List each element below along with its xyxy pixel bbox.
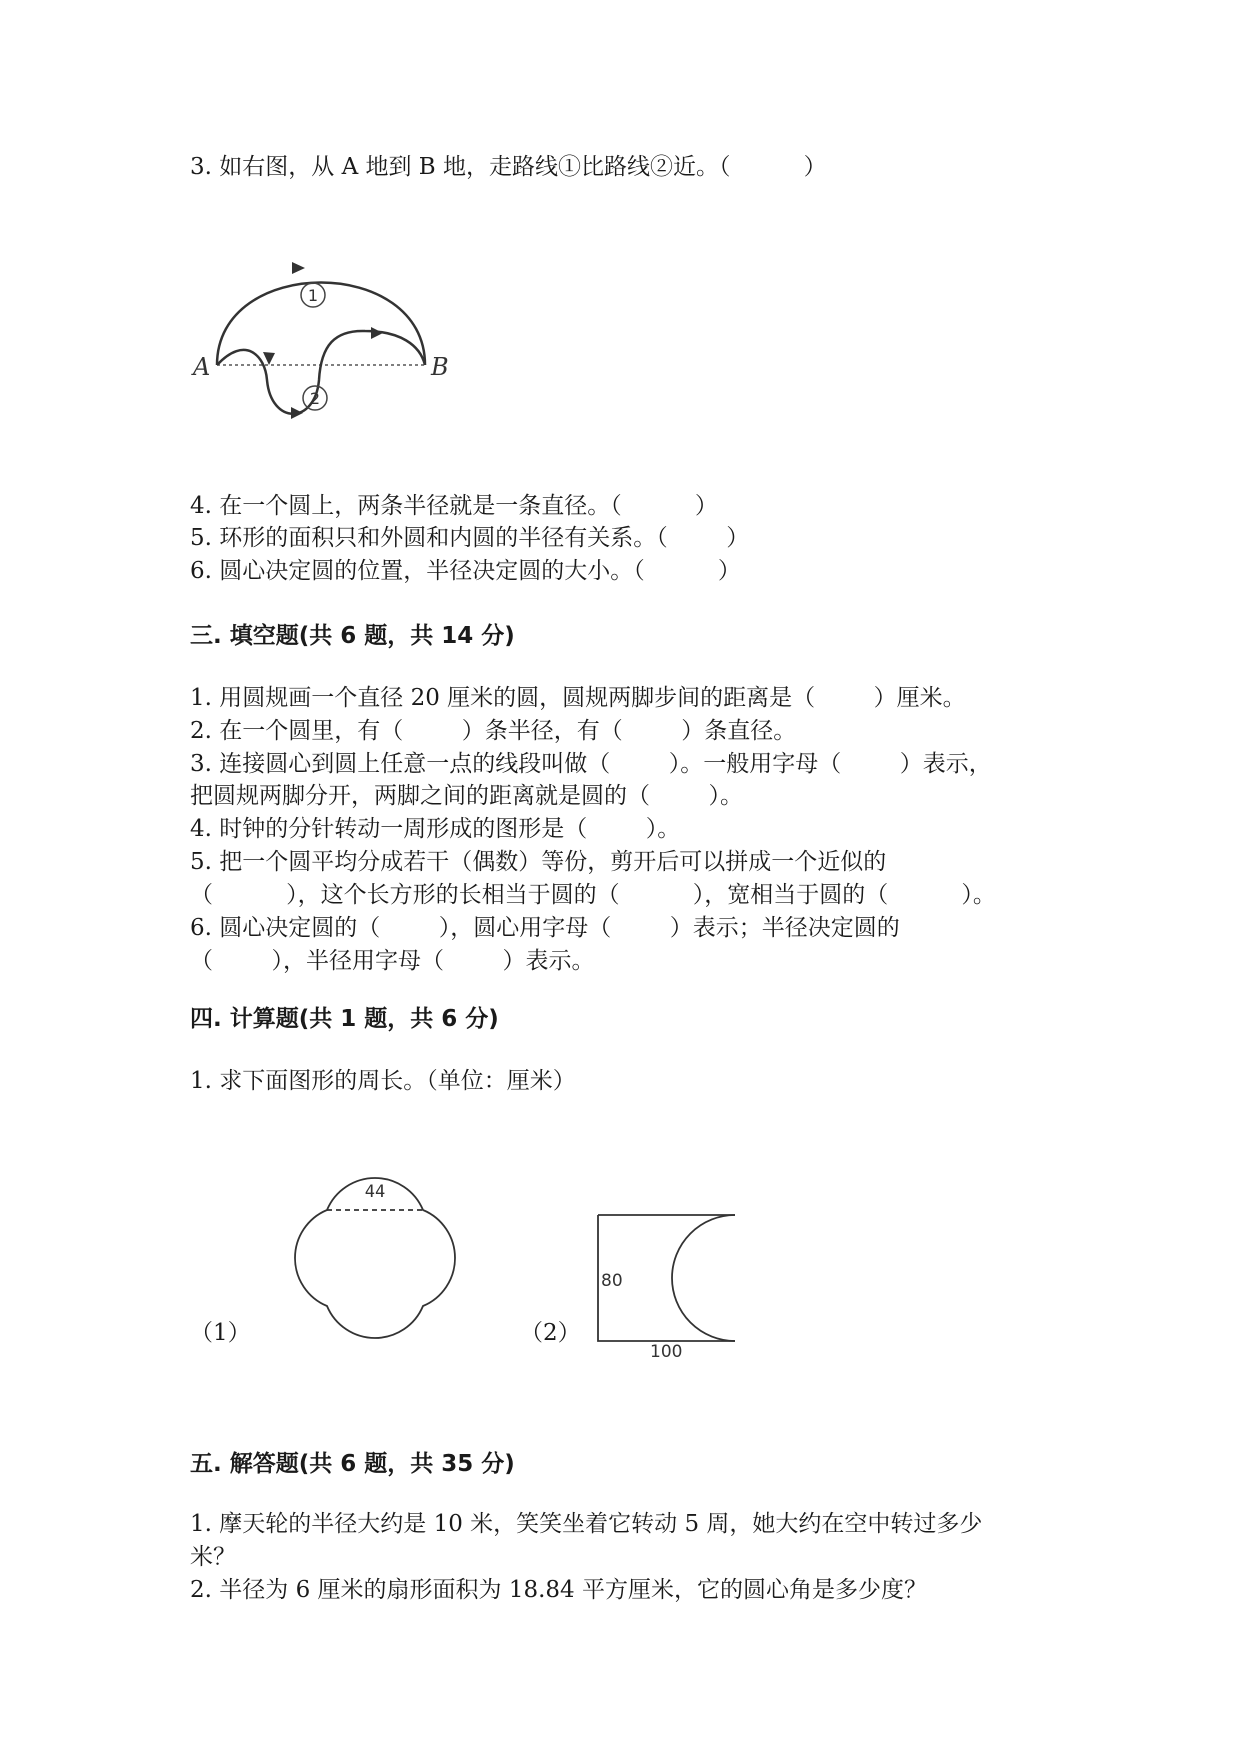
- fill-section-heading: 三. 填空题(共 6 题，共 14 分): [190, 623, 515, 649]
- answer-section-heading: 五. 解答题(共 6 题，共 35 分): [190, 1451, 515, 1477]
- arrow-head-route-2c: [371, 327, 383, 339]
- answer-item: 2. 半径为 6 厘米的扇形面积为 18.84 平方厘米，它的圆心角是多少度？: [190, 1577, 927, 1603]
- fill-item: 2. 在一个圆里，有（ ）条半径，有（ ）条直径。: [190, 718, 797, 744]
- route-1-arc: [217, 283, 425, 366]
- route-1-label: 1: [307, 286, 319, 305]
- fill-item: （ ），这个长方形的长相当于圆的（ ），宽相当于圆的（ ）。: [190, 882, 996, 908]
- fill-item: （ ），半径用字母（ ）表示。: [190, 948, 595, 974]
- point-b-label: B: [431, 353, 449, 381]
- point-a-label: A: [193, 353, 211, 381]
- figure-1-clover: [265, 1140, 505, 1380]
- arrow-head-route-2b: [291, 407, 303, 419]
- fill-item: 把圆规两脚分开，两脚之间的距离就是圆的（ ）。: [190, 783, 743, 809]
- fill-item: 5. 把一个圆平均分成若干（偶数）等份，剪开后可以拼成一个近似的: [190, 849, 887, 875]
- figure-1-caption: （1）: [190, 1320, 251, 1346]
- question-4: 4. 在一个圆上，两条半径就是一条直径。（ ）: [190, 493, 718, 519]
- calc-section-heading: 四. 计算题(共 1 题，共 6 分): [190, 1006, 499, 1032]
- route-2-label: 2: [309, 389, 321, 408]
- arrow-head-route-1: [292, 262, 305, 274]
- figure-2-caption: （2）: [520, 1320, 581, 1346]
- semicircle-cut: [672, 1215, 735, 1341]
- answer-item: 1. 摩天轮的半径大约是 10 米，笑笑坐着它转动 5 周，她大约在空中转过多少: [190, 1511, 983, 1537]
- figure-2-rect-semicircle: [590, 1205, 750, 1362]
- height-label: 80: [601, 1271, 623, 1291]
- question-6: 6. 圆心决定圆的位置，半径决定圆的大小。（ ）: [190, 558, 741, 584]
- width-label: 100: [650, 1342, 683, 1362]
- clover-outline: [295, 1178, 455, 1338]
- route-2-curve: [217, 331, 425, 414]
- question-5: 5. 环形的面积只和外圆和内圆的半径有关系。（ ）: [190, 525, 750, 551]
- route-diagram: [185, 235, 449, 435]
- arrow-head-route-2a: [263, 352, 275, 365]
- fill-item: 3. 连接圆心到圆上任意一点的线段叫做（ ）。一般用字母（ ）表示，: [190, 751, 992, 777]
- question-3: 3. 如右图，从 A 地到 B 地，走路线①比路线②近。（ ）: [190, 154, 827, 180]
- fill-item: 4. 时钟的分针转动一周形成的图形是（ ）。: [190, 816, 681, 842]
- diameter-label: 44: [364, 1182, 386, 1202]
- fill-item: 1. 用圆规画一个直径 20 厘米的圆，圆规两脚步间的距离是（ ）厘米。: [190, 685, 966, 711]
- answer-item: 米？: [190, 1544, 236, 1570]
- fill-item: 6. 圆心决定圆的（ ），圆心用字母（ ）表示；半径决定圆的: [190, 915, 900, 941]
- calc-question-1: 1. 求下面图形的周长。（单位：厘米）: [190, 1068, 576, 1094]
